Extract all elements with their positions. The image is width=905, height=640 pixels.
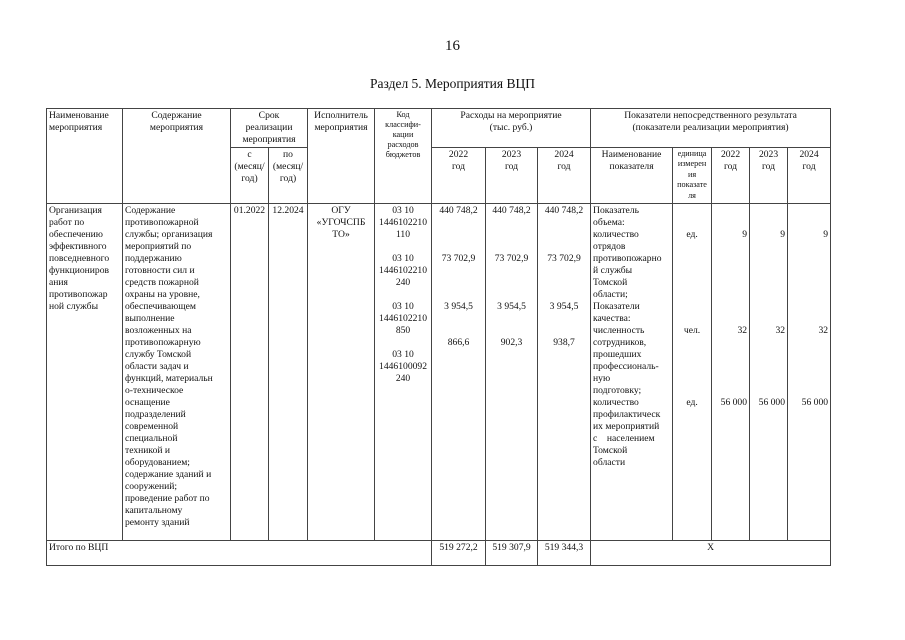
header-name: Наименование мероприятия: [47, 109, 123, 204]
executor: ОГУ «УГОЧСПБ ТО»: [308, 204, 375, 541]
measures-table: [46, 108, 831, 566]
header-period: Срок реализации мероприятия: [231, 109, 308, 148]
header-code: Код классифи- кации расходов бюджетов: [375, 109, 432, 204]
period-from: 01.2022: [231, 204, 269, 541]
header-expense-2022: 2022 год: [432, 148, 486, 204]
header-result-2023: 2023 год: [750, 148, 788, 204]
indicator-2023: 9 32 56 000: [750, 204, 788, 541]
header-result-2024: 2024 год: [788, 148, 831, 204]
section-title: Раздел 5. Мероприятия ВЦП: [370, 76, 535, 91]
header-indicator-name: Наименование показателя: [591, 148, 673, 204]
header-executor: Исполнитель мероприятия: [308, 109, 375, 204]
indicator-names: Показатель объема: количество отрядов противопожарно й службы Томской области; Показатели качества: численность сотрудников, прошедших профессиональ- ную подготовку; количество профилактическ их мероприятий с населением Томской области: [591, 204, 673, 541]
header-result-2022: 2022 год: [712, 148, 750, 204]
header-period-from: с (месяц/ год): [231, 148, 269, 204]
header-expense-2023: 2023 год: [486, 148, 538, 204]
total-2024: 519 344,3: [538, 541, 591, 566]
expense-2023: 440 748,2 73 702,9 3 954,5 902,3: [486, 204, 538, 541]
indicator-2024: 9 32 56 000: [788, 204, 831, 541]
indicator-2022: 9 32 56 000: [712, 204, 750, 541]
indicator-units: ед. чел. ед.: [673, 204, 712, 541]
period-to: 12.2024: [269, 204, 308, 541]
measure-content: Содержание противопожарной службы; организация мероприятий по поддержанию готовности сил и средств пожарной охраны на уровне, обеспечивающем выполнение возложенных на противопожарную службу Томской области задач и функций, материальн о-техническое оснащение подразделений современной специальной техникой и оборудованием; содержание зданий и сооружений; проведение работ по капитальному ремонту зданий: [123, 204, 231, 541]
expense-2024: 440 748,2 73 702,9 3 954,5 938,7: [538, 204, 591, 541]
page-number: 16: [445, 38, 460, 54]
header-expenses: Расходы на мероприятие (тыс. руб.): [432, 109, 591, 148]
total-2023: 519 307,9: [486, 541, 538, 566]
table-row: [47, 204, 831, 541]
header-content: Содержание мероприятия: [123, 109, 231, 204]
total-row: [47, 541, 831, 566]
header-expense-2024: 2024 год: [538, 148, 591, 204]
header-results: Показатели непосредственного результата (показатели реализации мероприятия): [591, 109, 831, 148]
header-unit: единица измерен ия показате ля: [673, 148, 712, 204]
total-results-mark: Х: [591, 541, 831, 566]
header-period-to: по (месяц/ год): [269, 148, 308, 204]
total-label: Итого по ВЦП: [47, 541, 432, 566]
budget-codes: 03 10 1446102210 110 03 10 1446102210 240 03 10 1446102210 850 03 10 1446100092 240: [375, 204, 432, 541]
measure-name: Организация работ по обеспечению эффективного повседневного функциониров ания противопожар ной службы: [47, 204, 123, 541]
total-2022: 519 272,2: [432, 541, 486, 566]
expense-2022: 440 748,2 73 702,9 3 954,5 866,6: [432, 204, 486, 541]
